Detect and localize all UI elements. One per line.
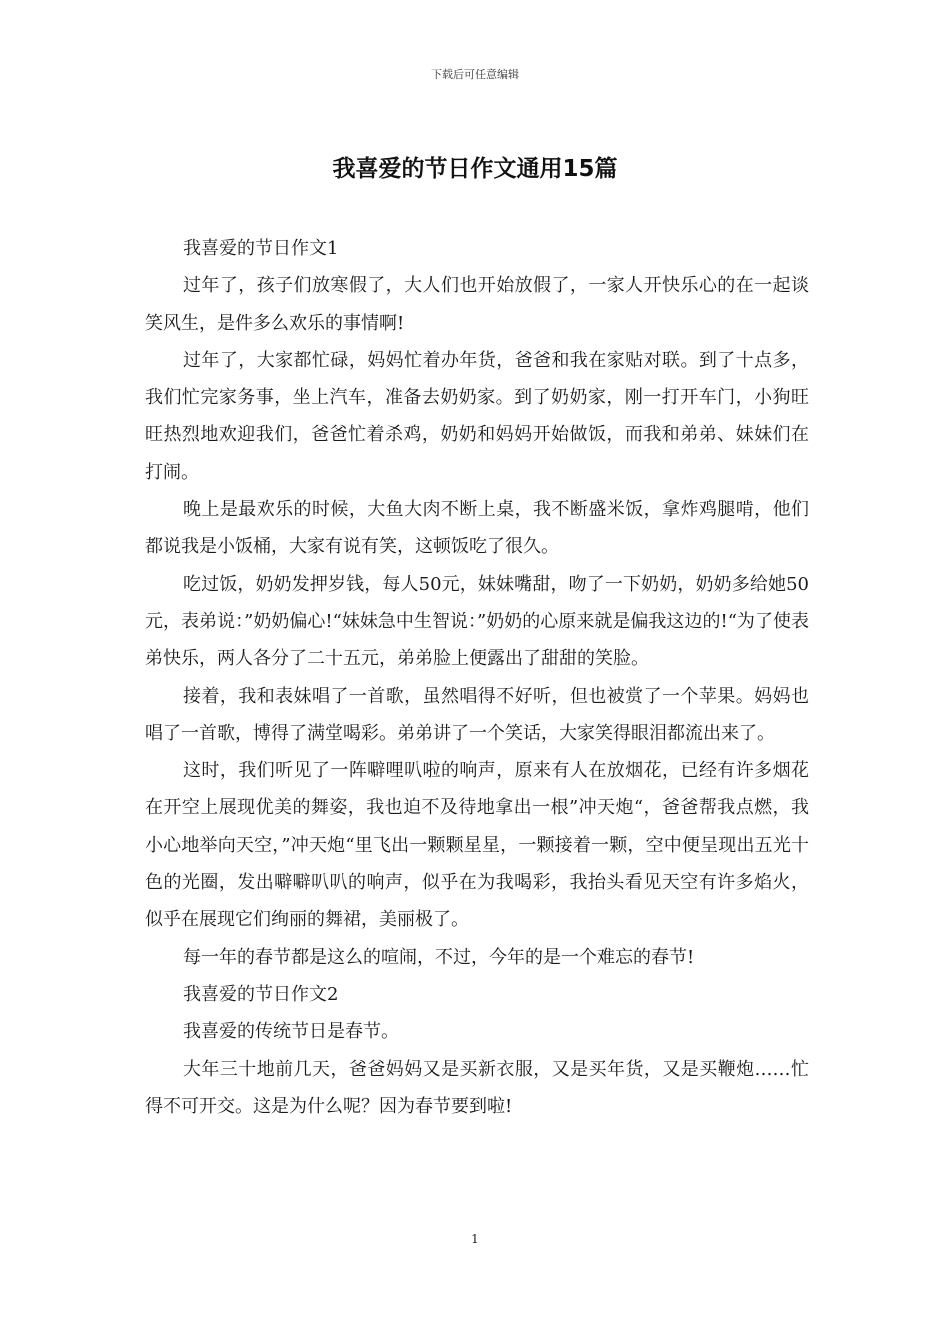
header-note: 下载后可任意编辑 bbox=[431, 68, 519, 81]
document-body bbox=[145, 230, 809, 1125]
essay-heading-2: 我喜爱的节日作文2 bbox=[183, 983, 339, 1005]
paragraph: 我喜爱的传统节日是春节。 bbox=[183, 1021, 399, 1043]
paragraph: 每一年的春节都是这么的喧闹，不过，今年的是一个难忘的春节! bbox=[183, 946, 695, 968]
paragraph: 大年三十地前几天，爸爸妈妈又是买新衣服，又是买年货，又是买鞭炮……忙得不可开交。这是为什么呢？因为春节要到啦! bbox=[145, 1058, 809, 1117]
paragraph: 晚上是最欢乐的时候，大鱼大肉不断上桌，我不断盛米饭，拿炸鸡腿啃，他们都说我是小饭桶，大家有说有笑，这顿饭吃了很久。 bbox=[145, 499, 809, 558]
paragraph: 接着，我和表妹唱了一首歌，虽然唱得不好听，但也被赏了一个苹果。妈妈也唱了一首歌，博得了满堂喝彩。弟弟讲了一个笑话，大家笑得眼泪都流出来了。 bbox=[145, 685, 809, 744]
paragraph: 这时，我们听见了一阵噼哩叭啦的响声，原来有人在放烟花，已经有许多烟花在开空上展现优美的舞姿，我也迫不及待地拿出一根”冲天炮“，爸爸帮我点燃，我小心地举向天空，”冲天炮“里飞出一颗颗星星，一颗接着一颗，空中便呈现出五光十色的光圈，发出噼噼叭叭的响声，似乎在为我喝彩，我抬头看见天空有许多焰火，似乎在展现它们绚丽的舞裙，美丽极了。 bbox=[145, 760, 809, 931]
paragraph: 吃过饭，奶奶发押岁钱，每人50元，妹妹嘴甜，吻了一下奶奶，奶奶多给她50元，表弟说：”奶奶偏心!“妹妹急中生智说：”奶奶的心原来就是偏我这边的!“为了使表弟快乐，两人各分了二十五元，弟弟脸上便露出了甜甜的笑脸。 bbox=[145, 573, 809, 670]
page-number: 1 bbox=[471, 1232, 479, 1246]
paragraph: 过年了，孩子们放寒假了，大人们也开始放假了，一家人开快乐心的在一起谈笑风生，是件多么欢乐的事情啊! bbox=[145, 275, 809, 334]
essay-heading-1: 我喜爱的节日作文1 bbox=[183, 238, 339, 259]
paragraph: 过年了，大家都忙碌，妈妈忙着办年货，爸爸和我在家贴对联。到了十点多，我们忙完家务事，坐上汽车，准备去奶奶家。到了奶奶家，刚一打开车门，小狗旺旺热烈地欢迎我们，爸爸忙着杀鸡，奶奶和妈妈开始做饭，而我和弟弟、妹妹们在打闹。 bbox=[145, 349, 809, 483]
document-title: 我喜爱的节日作文通用15篇 bbox=[332, 156, 618, 182]
